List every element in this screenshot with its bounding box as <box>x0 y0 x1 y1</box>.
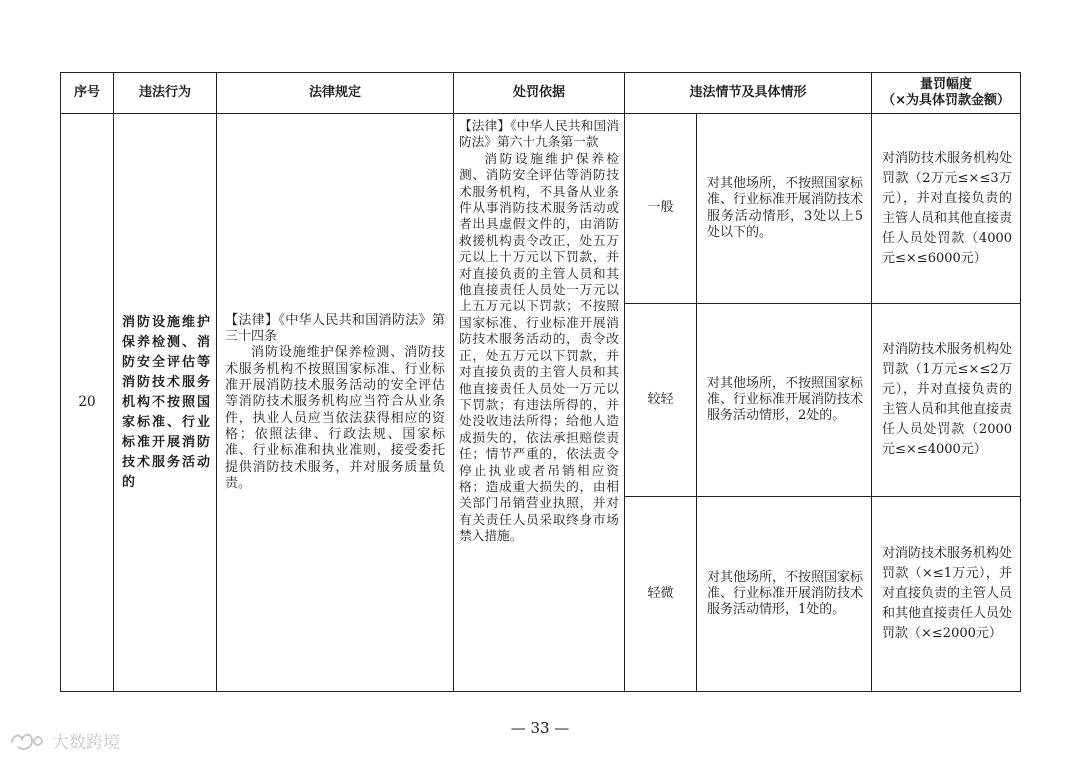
legal-provision <box>217 114 454 692</box>
table-row <box>61 114 1021 304</box>
header-penalty-title: 量罚幅度 <box>920 77 973 92</box>
header-act: 违法行为 <box>114 73 217 114</box>
level-minor: 较轻 <box>625 304 697 497</box>
level-general: 一般 <box>625 114 697 304</box>
level-slight: 轻微 <box>625 497 697 692</box>
header-law: 法律规定 <box>217 73 454 114</box>
circumstance-slight: 对其他场所，不按照国家标准、行业标准开展消防技术服务活动情形，1处的。 <box>697 497 872 692</box>
header-row <box>61 73 1021 114</box>
basis-text: 消防设施维护保养检测、消防安全评估等消防技术服务机构，不具备从业条件从事消防技术服务活动或者出具虚假文件的，由消防救援机构责令改正，处五万元以上十万元以下罚款，并对直接负责的主管人员和其他直接责任人员处一万元以上五万元以下罚款；不按照国家标准、行业标准开展消防技术服务活动的，责令改正，处五万元以下罚款，并对直接负责的主管人员和其他直接责任人员处一万元以下罚款；有违法所得的，并处没收违法所得；给他人造成损失的，依法承担赔偿责任；情节严重的，依法责令停止执业或者吊销相应资格；造成重大损失的，由相关部门吊销营业执照，并对有关责任人员采取终身市场禁入措施。 <box>459 150 619 544</box>
row-number: 20 <box>61 114 114 692</box>
penalty-range-general: 对消防技术服务机构处罚款（2万元≤×≤3万元），并对直接负责的主管人员和其他直接责任人员处罚款（4000元≤×≤6000元） <box>872 114 1021 304</box>
penalty-range-minor: 对消防技术服务机构处罚款（1万元≤×≤2万元），并对直接负责的主管人员和其他直接责任人员处罚款（2000元≤×≤4000元） <box>872 304 1021 497</box>
penalty-range-slight: 对消防技术服务机构处罚款（×≤1万元），并对直接负责的主管人员和其他直接责任人员处罚款（×≤2000元） <box>872 497 1021 692</box>
header-circumstance: 违法情节及具体情形 <box>625 73 872 114</box>
circumstance-minor: 对其他场所，不按照国家标准、行业标准开展消防技术服务活动情形，2处的。 <box>697 304 872 497</box>
penalty-table <box>60 72 1021 692</box>
penalty-basis <box>454 114 625 692</box>
header-number: 序号 <box>61 73 114 114</box>
header-penalty <box>872 73 1021 114</box>
circumstance-general: 对其他场所，不按照国家标准、行业标准开展消防技术服务活动情形，3处以上5处以下的。 <box>697 114 872 304</box>
violation-act: 消防设施维护保养检测、消防安全评估等消防技术服务机构不按照国家标准、行业标准开展消防技术服务活动的 <box>114 114 217 692</box>
law-title: 【法律】《中华人民共和国消防法》第三十四条 <box>225 312 445 345</box>
header-basis: 处罚依据 <box>454 73 625 114</box>
page-number: — 33 — <box>510 719 570 737</box>
header-penalty-note: （×为具体罚款金额） <box>882 93 1010 108</box>
watermark-text: 大数跨境 <box>52 733 120 753</box>
law-text: 消防设施维护保养检测、消防技术服务机构不按照国家标准、行业标准开展消防技术服务活动的安全评估等消防技术服务机构应当符合从业条件，执业人员应当依法获得相应的资格；依照法律、行政法规、国家标准、行业标准和执业准则，接受委托提供消防技术服务，并对服务质量负责。 <box>225 345 445 491</box>
basis-title: 【法律】《中华人民共和国消防法》第六十九条第一款 <box>459 118 619 150</box>
